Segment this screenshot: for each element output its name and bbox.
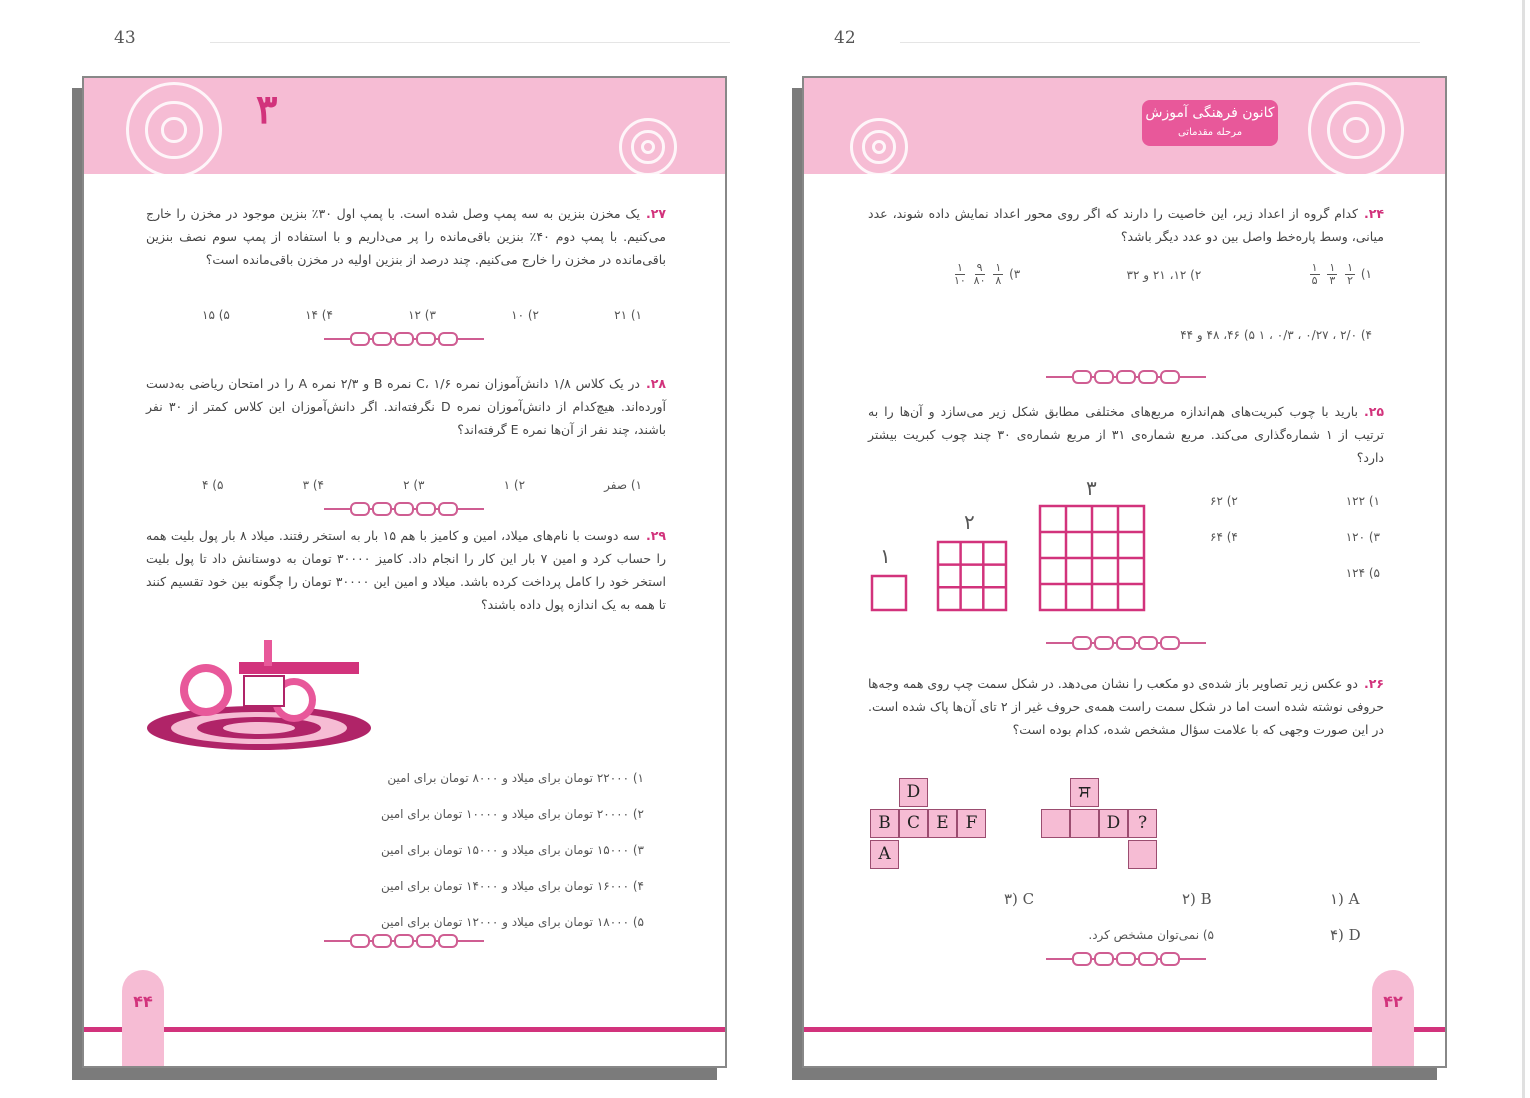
matchstick-grid-2 xyxy=(936,540,1010,614)
separator xyxy=(324,330,484,346)
badge-title: کانون فرهنگی آموزش xyxy=(1145,105,1275,121)
q26-option[interactable]: ۴) D xyxy=(1330,926,1361,944)
option[interactable]: ۳) ۱۲۰ xyxy=(1345,530,1380,544)
question-text: سه دوست با نام‌های میلاد، امین و کامیز با هم ۱۵ بار به استخر رفتند. میلاد ۸ بار پول بلیت همه را حساب کرد و امین ۷ بار این کار را انجام داد. کامیز ۳۰۰۰۰ تومان به دوستانش داد تا پول بلیت استخر خود را کامل پرداخت کرده باشد. میلاد و امین این ۳۰۰۰۰ تومان را چگونه بین خود تقسیم کنند تا همه به یک اندازه پول داده باشند؟ xyxy=(146,528,666,612)
q26-option[interactable]: ۵) نمی‌توان مشخص کرد. xyxy=(1088,928,1214,942)
option[interactable]: ۳) $\frac{۱}{۸}$ $\frac{۹}{۸۰}$ $\frac{۱}{۱۰}$ xyxy=(954,261,1021,287)
separator xyxy=(324,500,484,516)
option[interactable]: ۱) ۲۱ xyxy=(614,308,642,322)
question-number: ۲۹. xyxy=(645,528,666,543)
option[interactable]: ۲) ۱۲، ۲۱ و ۳۲ xyxy=(1126,267,1202,282)
net-right-face: ? xyxy=(1128,809,1157,838)
swirl-ornament xyxy=(1308,82,1404,178)
left-banner xyxy=(84,78,725,174)
option[interactable]: ۱) $\frac{۱}{۲}$ $\frac{۱}{۳}$ $\frac{۱}{۵}$ xyxy=(1311,261,1372,287)
option[interactable]: ۵) ۱۵ xyxy=(202,308,230,322)
question-number: ۲۸. xyxy=(646,376,667,391)
question-number: ۲۴. xyxy=(1363,206,1384,221)
scan-edge xyxy=(1522,0,1525,1098)
option[interactable]: ۵) ۱۸۰۰۰ تومان برای میلاد و ۱۲۰۰۰ تومان برای امین xyxy=(380,915,644,929)
question-number: ۲۷. xyxy=(646,206,667,221)
option[interactable]: ۳) ۱۲ xyxy=(408,308,436,322)
q25-options-row2 xyxy=(1210,530,1380,544)
q26-option[interactable]: ۳) C xyxy=(1004,890,1035,908)
matchstick-grid-3 xyxy=(1038,504,1148,614)
net-left-face: F xyxy=(957,809,986,838)
q24-options-row xyxy=(952,262,1372,287)
option[interactable]: ۱) ۲۲۰۰۰ تومان برای میلاد و ۸۰۰۰ تومان برای امین xyxy=(387,771,644,785)
figure-label-2: ۲ xyxy=(964,510,975,534)
separator xyxy=(324,932,484,948)
question-28 xyxy=(146,372,666,441)
option[interactable]: ۵) ۴ xyxy=(202,478,224,492)
net-left-face: B xyxy=(870,809,899,838)
matchstick-grid-1 xyxy=(870,574,910,614)
scan-right-line xyxy=(900,42,1420,43)
option[interactable]: ۲) ۱ xyxy=(503,478,526,492)
question-25 xyxy=(868,400,1384,469)
option[interactable]: ۴) ۳ xyxy=(302,478,324,492)
badge-subtitle: مرحله مقدماتی xyxy=(1177,127,1243,138)
option[interactable]: ۳) ۱۵۰۰۰ تومان برای میلاد و ۱۵۰۰۰ تومان برای امین xyxy=(380,843,644,857)
question-24 xyxy=(868,202,1384,248)
question-text: دو عکس زیر تصاویر باز شده‌ی دو مکعب را نشان می‌دهد. در شکل سمت چپ روی همه وجه‌ها حروفی نوشته شده است اما در شکل سمت راست همه‌ی حروف غیر از ۲ تای آن‌ها پاک شده است. در این صورت وجهی که با علامت سؤال مشخص شده، کدام بوده است؟ xyxy=(868,676,1384,737)
q26-option-row xyxy=(1044,928,1214,942)
swirl-ornament xyxy=(126,82,222,178)
question-26 xyxy=(868,672,1384,741)
scan-left-page-number: 43 xyxy=(114,28,136,48)
footer-line xyxy=(804,1027,1445,1032)
net-right-face xyxy=(1041,809,1070,838)
page-number-tab: ۴۲ xyxy=(1372,970,1414,1066)
net-left-face: E xyxy=(928,809,957,838)
scan-left-line xyxy=(210,42,730,43)
question-text: کدام گروه از اعداد زیر، این خاصیت را دارند که اگر روی محور اعداد نمایش داده شوند، عدد میانی، وسط پاره‌خط واصل بین دو عدد دیگر باشد؟ xyxy=(868,206,1384,244)
chapter-mark: ٣ xyxy=(256,86,278,133)
q26-option[interactable]: ۲) B xyxy=(1182,890,1212,908)
question-text: در یک کلاس ۱/۸ دانش‌آموزان نمره C، ۱/۶ نمره B و ۲/۳ نمره A را در امتحان ریاضی به‌دست آورده‌اند. هیچ‌کدام از دانش‌آموزان نمره D نگرفته‌اند. اگر دانش‌آموزان این کلاس کمتر از ۳۰ نفر باشند، چند نفر از آن‌ها نمره E گرفته‌اند؟ xyxy=(146,376,666,437)
q26-option[interactable]: ۱) A xyxy=(1330,890,1360,908)
net-left-face: C xyxy=(899,809,928,838)
publisher-badge xyxy=(1142,100,1278,146)
net-left-face: D xyxy=(899,778,928,807)
option[interactable]: ۴) ۶۴ xyxy=(1210,530,1238,544)
q29-options xyxy=(284,760,644,940)
swirl-ornament xyxy=(850,118,908,176)
question-29 xyxy=(146,524,666,616)
option[interactable]: ۱) ۱۲۲ xyxy=(1345,494,1380,508)
option[interactable]: ۲) ۲۰۰۰۰ تومان برای میلاد و ۱۰۰۰۰ تومان برای امین xyxy=(380,807,644,821)
option[interactable]: ۴) ۲/۰ ، ۰/۲۷ ، ۰/۳ ، ۱ ۵) ۴۶، ۴۸ و ۴۴ xyxy=(1180,328,1372,342)
question-number: ۲۶. xyxy=(1363,676,1384,691)
net-right-face xyxy=(1128,840,1157,869)
option[interactable]: ۲) ۱۰ xyxy=(511,308,539,322)
q28-options xyxy=(202,478,642,492)
right-page xyxy=(802,76,1447,1068)
footer-line xyxy=(84,1027,725,1032)
option[interactable]: ۳) ۲ xyxy=(403,478,425,492)
q25-options-row3 xyxy=(1210,566,1380,580)
separator xyxy=(1046,950,1206,966)
question-27 xyxy=(146,202,666,271)
net-right-face: ਸ xyxy=(1070,778,1099,807)
option[interactable]: ۵) ۱۲۴ xyxy=(1345,566,1380,580)
question-text: یک مخزن بنزین به سه پمپ وصل شده است. با پمپ اول ۳۰٪ بنزین موجود در مخزن را خارج می‌کنیم. با پمپ دوم ۴۰٪ بنزین باقی‌مانده را پر می‌داریم و با استفاده از پمپ سوم نصف بنزین باقی‌مانده در مخزن را خارج می‌کنیم. چند درصد از بنزین اولیه در مخزن باقی‌مانده است؟ xyxy=(146,206,666,267)
q24-options-row2 xyxy=(1104,328,1372,342)
right-banner xyxy=(804,78,1445,174)
figure-label-3: ۳ xyxy=(1086,476,1097,500)
swirl-ornament xyxy=(619,118,677,176)
option[interactable]: ۲) ۶۲ xyxy=(1210,494,1238,508)
net-left-face: A xyxy=(870,840,899,869)
q27-options xyxy=(202,308,642,322)
separator xyxy=(1046,368,1206,384)
option[interactable]: ۱) صفر xyxy=(604,478,642,492)
option[interactable]: ۴) ۱۴ xyxy=(305,308,333,322)
question-text: بارید با چوب کبریت‌های هم‌اندازه مربع‌های مختلفی مطابق شکل زیر می‌سازد و آن‌ها را به ترتیب از ۱ شماره‌گذاری می‌کند. مربع شماره‌ی ۳۱ از مربع شماره‌ی ۳۰ چند چوب کبریت بیشتر دارد؟ xyxy=(868,404,1385,465)
scan-right-page-number: 42 xyxy=(834,28,856,48)
figure-label-1: ۱ xyxy=(880,544,891,568)
net-right-face xyxy=(1070,809,1099,838)
left-page xyxy=(82,76,727,1068)
q25-options-row1 xyxy=(1210,494,1380,508)
question-number: ۲۵. xyxy=(1363,404,1384,419)
separator xyxy=(1046,634,1206,650)
page-number-tab: ۴۴ xyxy=(122,970,164,1066)
net-right-face: D xyxy=(1099,809,1128,838)
children-illustration xyxy=(144,626,374,756)
option[interactable]: ۴) ۱۶۰۰۰ تومان برای میلاد و ۱۴۰۰۰ تومان برای امین xyxy=(380,879,644,893)
